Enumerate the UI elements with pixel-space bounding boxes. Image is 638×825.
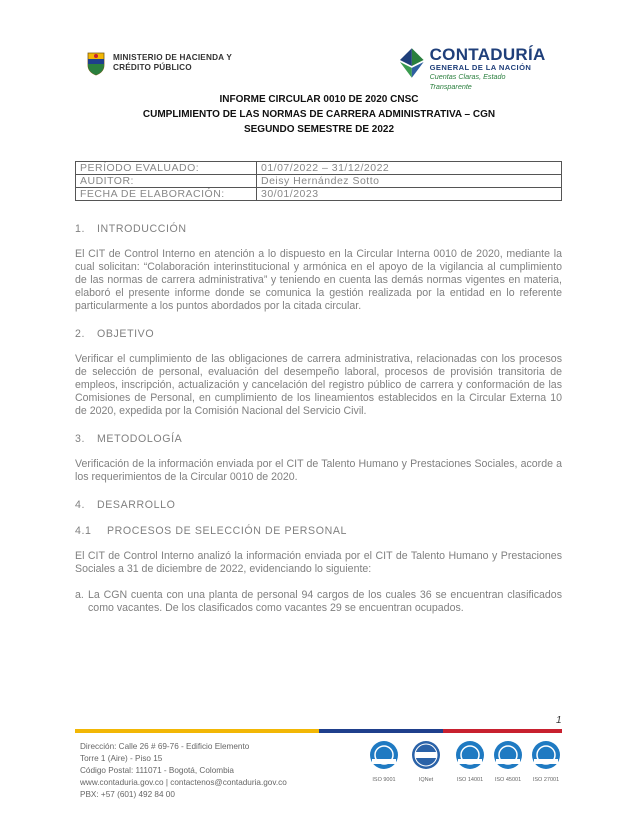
section-2-text: Verificar el cumplimiento de las obligaciones de carrera administrativa, relacionadas con los procesos de selección de personal, evaluación del desempeño laboral, procesos de provisión transitoria de empleos, inscripción, actualización y cancelación del registro público de carrera y conformación de las Comisiones de Personal, en cumplimiento de los lineamientos establecidos en la Circular Externa 10 de 2020, expedida por la Comisión Nacional del Servicio Civil. xyxy=(75,353,562,417)
auditor-value: Deisy Hernández Sotto xyxy=(257,175,562,188)
section-title: INTRODUCCIÓN xyxy=(97,223,187,235)
certification-badge xyxy=(368,739,400,784)
section-3-text: Verificación de la información enviada por el CIT de Talento Humano y Prestaciones Sociales, acorde a los requerimientos de la Circular 0010 de 2020. xyxy=(75,458,562,483)
contaduria-logo xyxy=(398,45,548,91)
period-label: PERÍODO EVALUADO: xyxy=(76,162,257,175)
section-number: 1. xyxy=(75,223,86,235)
section-4-1-heading xyxy=(75,524,562,538)
table-row xyxy=(76,188,562,201)
page-number: 1 xyxy=(556,715,562,726)
icontec-badge-icon xyxy=(454,739,486,771)
table-row xyxy=(76,162,562,175)
section-title: DESARROLLO xyxy=(97,499,176,511)
title-line-2: CUMPLIMIENTO DE LAS NORMAS DE CARRERA ADMINISTRATIVA – CGN xyxy=(142,109,496,120)
icontec-badge-icon xyxy=(368,739,400,771)
title-line-1: INFORME CIRCULAR 0010 DE 2020 CNSC xyxy=(219,94,419,105)
list-item xyxy=(75,589,562,615)
certification-badge xyxy=(530,739,562,784)
section-3-heading xyxy=(75,432,562,446)
certification-code: ISO 14001 xyxy=(456,777,484,783)
section-4-1-text: El CIT de Control Interno analizó la información enviada por el CIT de Talento Humano y Prestaciones Sociales a 31 de diciembre de 2022, evidenciando lo siguiente: xyxy=(75,550,562,575)
date-label: FECHA DE ELABORACIÓN: xyxy=(76,188,257,201)
ministry-line-2: CRÉDITO PÚBLICO xyxy=(113,63,192,72)
address-line: Dirección: Calle 26 # 69-76 - Edificio Elemento xyxy=(80,742,250,751)
footer-band-blue xyxy=(319,729,443,733)
address-line: PBX: +57 (601) 492 84 00 xyxy=(80,790,175,799)
section-number: 2. xyxy=(75,328,86,340)
section-number: 3. xyxy=(75,433,86,445)
section-4-heading xyxy=(75,498,562,512)
icontec-badge-icon xyxy=(492,739,524,771)
certification-badge xyxy=(454,739,486,784)
report-info-table xyxy=(75,161,562,201)
report-title xyxy=(0,92,638,137)
auditor-label: AUDITOR: xyxy=(76,175,257,188)
certification-code: ISO 27001 xyxy=(532,777,560,783)
brand-name: CONTADURÍA xyxy=(429,45,546,64)
title-line-3: SEGUNDO SEMESTRE DE 2022 xyxy=(243,124,395,135)
date-value: 30/01/2023 xyxy=(257,188,562,201)
section-2-heading xyxy=(75,327,562,341)
brand-tagline: Cuentas Claras, Estado Transparente xyxy=(429,72,506,91)
iqnet-badge-icon xyxy=(410,739,442,771)
certification-badges xyxy=(368,739,568,809)
footer-band-red xyxy=(443,729,562,733)
document-body xyxy=(75,222,562,615)
section-title: METODOLOGÍA xyxy=(97,433,183,445)
list-item-text: La CGN cuenta con una planta de personal 94 cargos de los cuales 36 se encuentran clasificados como vacantes. De los clasificados como vacantes 29 se encuentran ocupados. xyxy=(88,589,562,614)
section-number: 4. xyxy=(75,499,86,511)
ministry-name xyxy=(113,53,232,73)
leaf-logo-icon xyxy=(398,46,426,80)
icontec-badge-icon xyxy=(530,739,562,771)
footer-band-yellow xyxy=(75,729,319,733)
table-row xyxy=(76,175,562,188)
footer-address xyxy=(80,741,287,801)
certification-badge xyxy=(410,739,442,784)
certification-badge xyxy=(492,739,524,784)
ministry-line-1: MINISTERIO DE HACIENDA Y xyxy=(113,53,232,62)
address-line: www.contaduria.gov.co | contactenos@contaduria.gov.co xyxy=(80,778,287,787)
section-title: OBJETIVO xyxy=(97,328,155,340)
section-title: PROCESOS DE SELECCIÓN DE PERSONAL xyxy=(107,525,347,537)
ministry-logo xyxy=(85,48,255,78)
certification-code: IQNet xyxy=(418,777,434,783)
section-number: 4.1 xyxy=(75,525,92,537)
certification-code: ISO 45001 xyxy=(494,777,522,783)
section-1-text: El CIT de Control Interno en atención a lo dispuesto en la Circular Interna 0010 de 2020, mediante la cual solicitan: “Colaboración interinstitucional y armónica en el apoyo de la vigilancia al cumplimiento de las normas de carrera administrativa” y teniendo en cuenta las demás normas vigentes en materia, elaboró el presente informe donde se comunica la gestión realizada por la entidad en lo referente particularmente a los puntos abordados por la citada circular. xyxy=(75,248,562,312)
address-line: Torre 1 (Aire) - Piso 15 xyxy=(80,754,163,763)
coat-of-arms-icon xyxy=(85,50,107,76)
address-line: Código Postal: 111071 - Bogotá, Colombia xyxy=(80,766,234,775)
brand-subtitle: GENERAL DE LA NACIÓN xyxy=(429,63,532,72)
certification-code: ISO 9001 xyxy=(372,777,396,783)
period-value: 01/07/2022 – 31/12/2022 xyxy=(257,162,562,175)
section-1-heading xyxy=(75,222,562,236)
list-marker: a. xyxy=(75,589,84,601)
